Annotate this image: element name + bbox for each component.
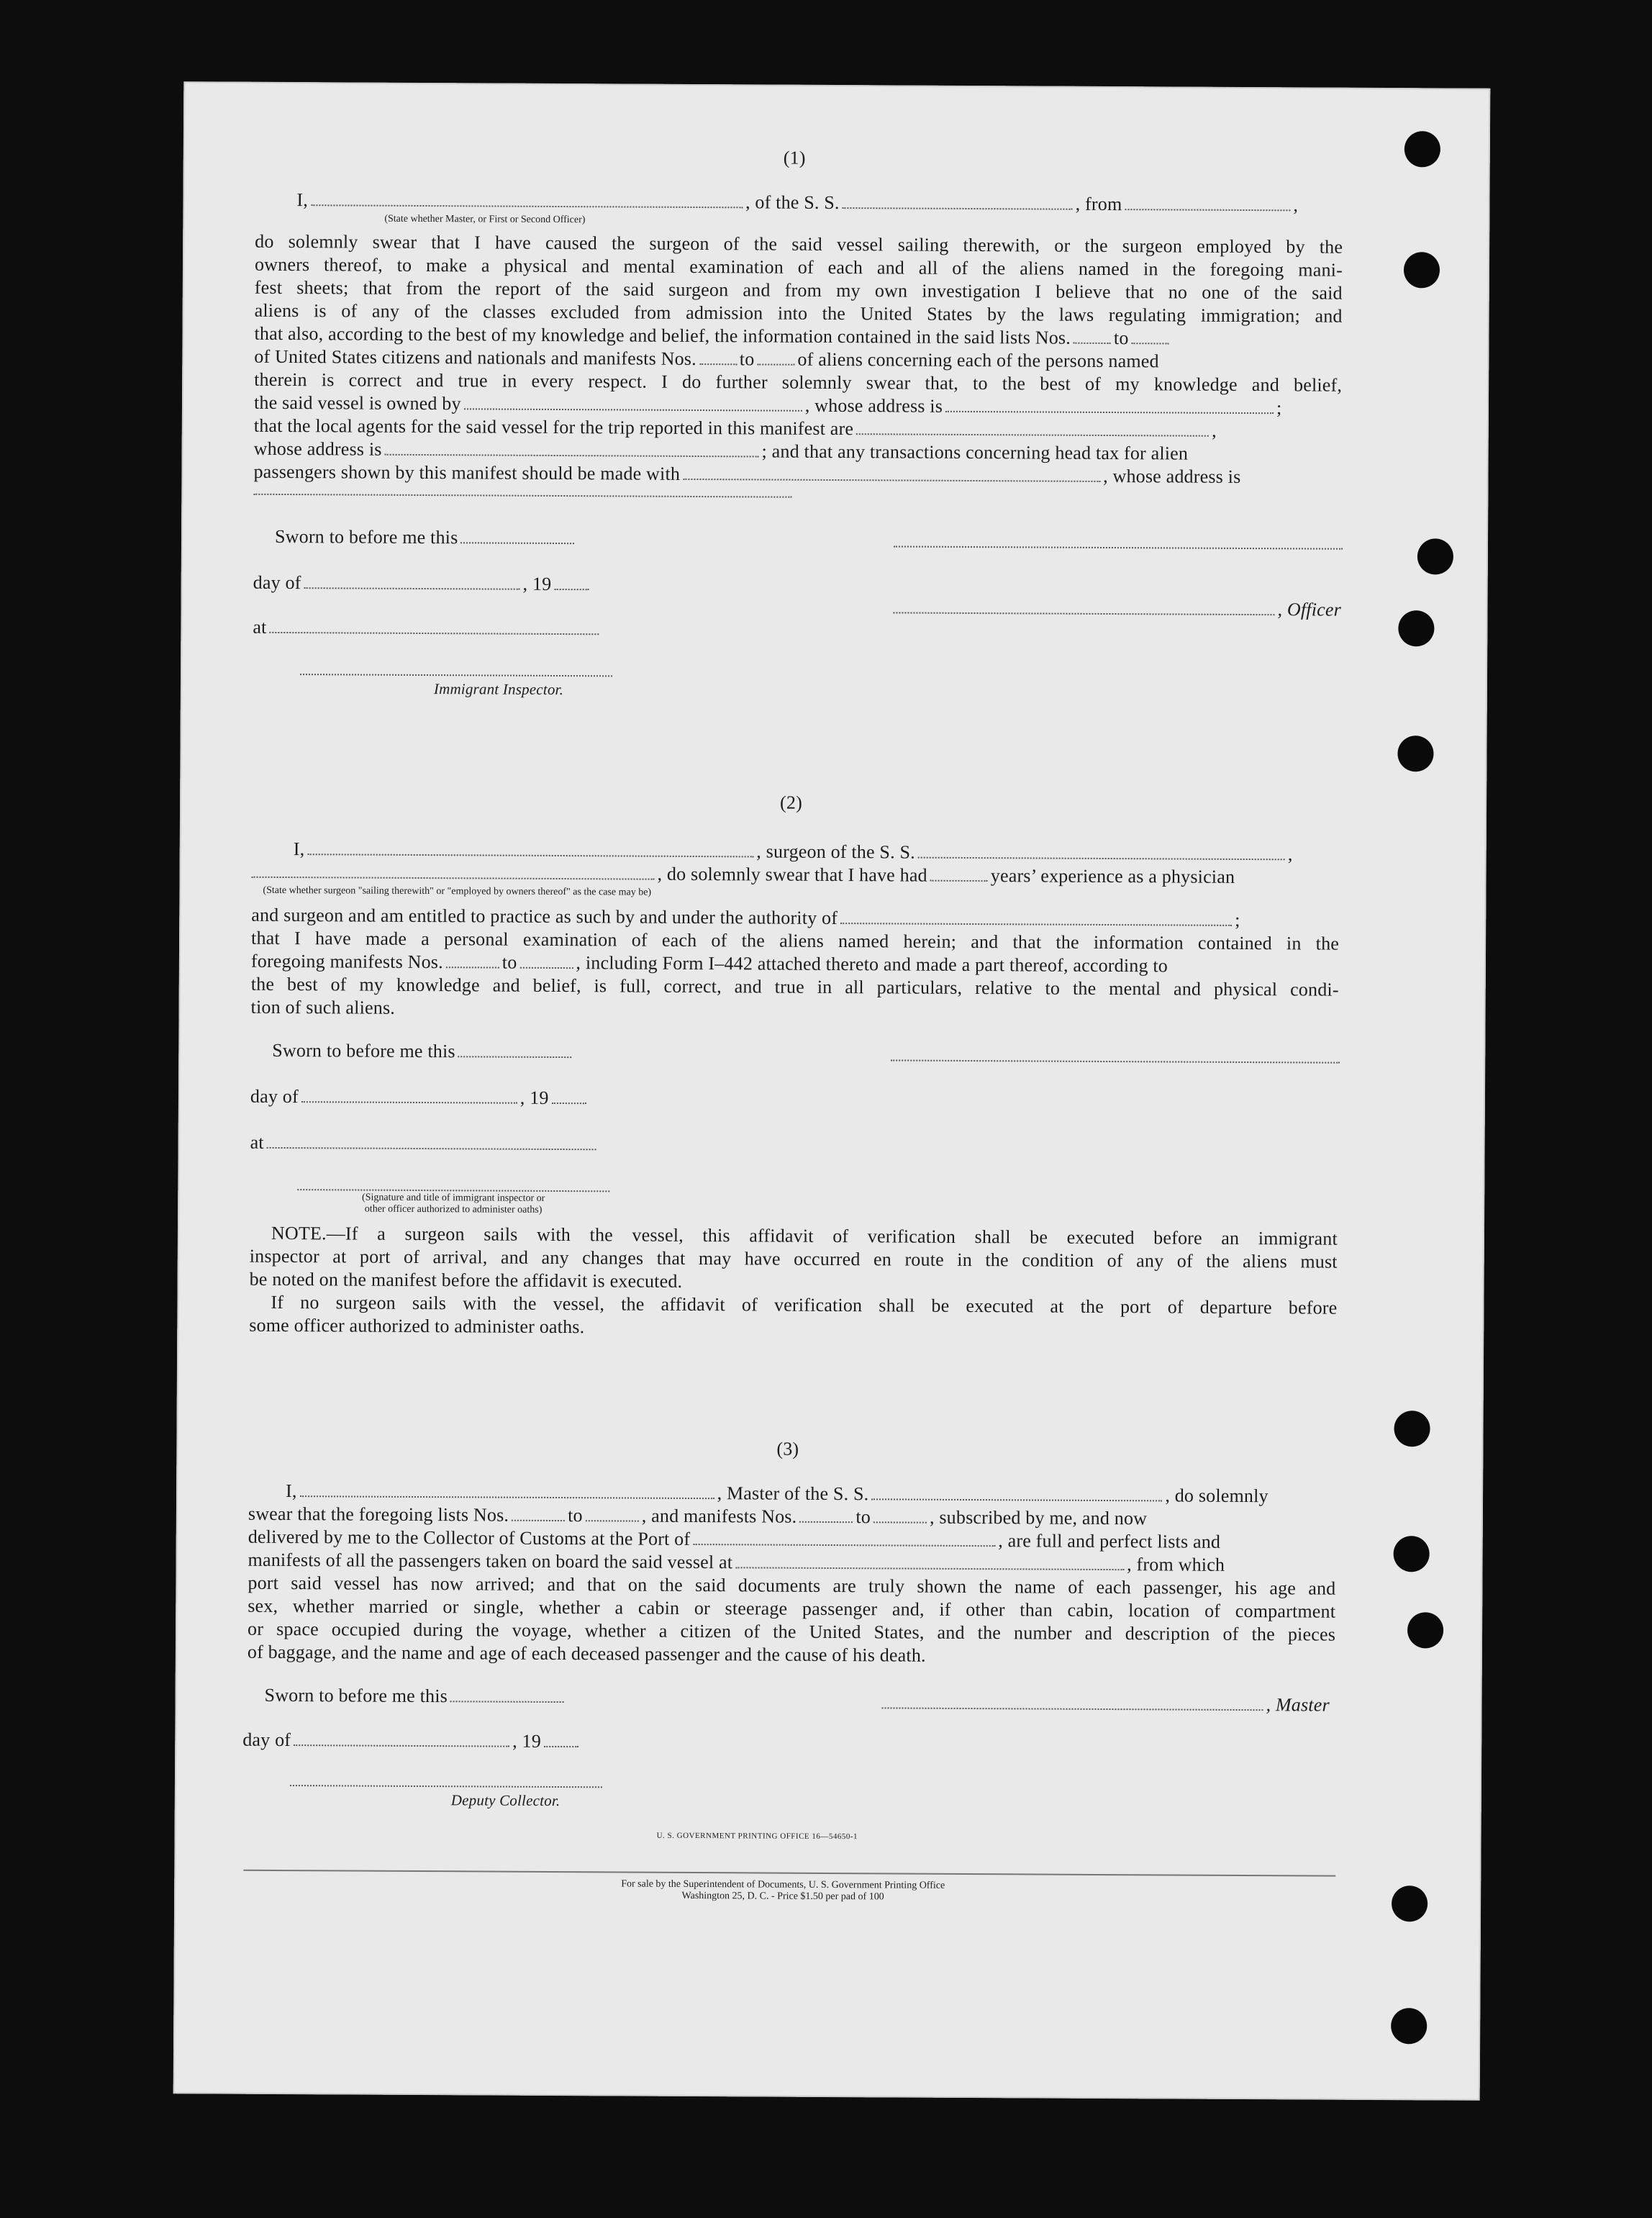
sec1-para-line: owners thereof, to make a physical and mental examination of each and all of the aliens named in the foregoing mani- (254, 253, 1343, 281)
sec1-sworn: Sworn to before me this (275, 525, 578, 550)
sec3-para-line: sex, whether married or single, whether a cabin or steerage passenger and, if other than cabin, location of compartment (248, 1595, 1336, 1622)
section-2-number: (2) (780, 792, 803, 813)
punch-hole (1417, 538, 1453, 574)
sec3-collector-label: Deputy Collector. (450, 1791, 560, 1810)
sec2-sworn: Sworn to before me this (272, 1039, 575, 1064)
sec2-para-line: the best of my knowledge and belief, is full, correct, and true in all particulars, relative to the mental and physical condi- (250, 973, 1339, 1000)
sec2-sig-hint-2: other officer authorized to administer oaths) (364, 1203, 543, 1216)
sec1-signature-line (894, 546, 1343, 549)
sec2-para-line: foregoing manifests Nos. to , including Form I–442 attached thereto and made a part thereof, according to (250, 950, 1168, 977)
sec2-signature-line (891, 1059, 1340, 1063)
sec2-para-line: that I have made a personal examination of each of the aliens named herein; and that the information contained in the (251, 927, 1340, 954)
sec2-sig-hint-1: (Signature and title of immigrant inspector or (362, 1192, 545, 1204)
punch-hole (1407, 1612, 1443, 1648)
sec2-para-line: tion of such aliens. (250, 996, 396, 1018)
punch-hole (1404, 131, 1440, 167)
sec3-para-line: port said vessel has now arrived; and that on the said documents are truly shown the name of each passenger, his age and (248, 1572, 1336, 1599)
sec1-inspector-label: Immigrant Inspector. (433, 680, 564, 699)
sec3-master-line: , Master (881, 1691, 1329, 1716)
sec2-para-line: and surgeon and am entitled to practice as such by and under the authority of ; (251, 904, 1240, 931)
sec1-para-line: fest sheets; that from the report of the said surgeon and from my own investigation I believe that no one of the said (254, 276, 1343, 304)
sec1-para-line: of United States citizens and nationals and manifests Nos. to of aliens concerning each of the persons named (254, 345, 1159, 372)
section-1-number: (1) (783, 147, 806, 168)
sec2-note-line: be noted on the manifest before the affidavit is executed. (249, 1268, 683, 1292)
sec1-inspector-line (300, 674, 612, 676)
sec3-para-line: swear that the foregoing lists Nos. to , and manifests Nos. to , subscribed by me, and now (248, 1503, 1148, 1529)
sec3-para-line: delivered by me to the Collector of Customs at the Port of , are full and perfect lists and (248, 1526, 1221, 1552)
sec1-dayof: day of , 19 (253, 571, 592, 596)
sec1-para-line: that also, according to the best of my knowledge and belief, the information contained in the said lists Nos. to (254, 322, 1171, 350)
sec3-para-line: or space occupied during the voyage, whether a citizen of the United States, and the number and description of the pieces (248, 1618, 1336, 1645)
sec1-address-line (253, 494, 791, 498)
sec2-dayof: day of , 19 (250, 1085, 589, 1110)
sec1-para-line: the said vessel is owned by , whose address is ; (253, 391, 1282, 419)
punch-hole (1392, 1886, 1428, 1921)
sec3-line1: I, , Master of the S. S. , do solemnly (286, 1480, 1268, 1507)
gpo-imprint: U. S. GOVERNMENT PRINTING OFFICE 16—54650-1 (656, 1831, 858, 1842)
sec3-collector-line (290, 1785, 602, 1788)
footer-rule (243, 1870, 1335, 1877)
sec2-note-line: some officer authorized to administer oaths. (249, 1314, 585, 1338)
sec3-para-line: of baggage, and the name and age of each deceased passenger and the cause of his death. (247, 1641, 926, 1666)
sec2-line1: I, , surgeon of the S. S. , (293, 838, 1293, 865)
sec2-at: at (250, 1131, 599, 1156)
sec3-sworn: Sworn to before me this (265, 1684, 568, 1708)
sec3-dayof: day of , 19 (242, 1729, 581, 1753)
punch-hole (1397, 735, 1433, 771)
punch-hole (1404, 252, 1440, 288)
sale-notice-2: Washington 25, D. C. - Price $1.50 per pad of 100 (681, 1890, 884, 1903)
sec1-at: at (253, 616, 602, 641)
sec2-surgeon-hint: (State whether surgeon "sailing therewith" or "employed by owners thereof" as the case may be) (263, 884, 652, 898)
sec1-para-line: do solemnly swear that I have caused the surgeon of the said vessel sailing therewith, or the surgeon employed by the (255, 230, 1343, 258)
sec2-note-line: If no surgeon sails with the vessel, the affidavit of verification shall be executed at the port of departure before (271, 1291, 1338, 1318)
sec1-officer-line: , Officer (893, 596, 1341, 621)
sec3-para-line: manifests of all the passengers taken on board the said vessel at , from which (248, 1549, 1225, 1575)
sec1-para-line: therein is correct and true in every respect. I do further solemnly swear that, to the best of my knowledge and belief, (254, 368, 1343, 396)
punch-hole (1398, 610, 1434, 646)
punch-hole (1394, 1536, 1430, 1572)
sec1-para-line: whose address is ; and that any transactions concerning head tax for alien (253, 438, 1189, 464)
sec1-para-line: passengers shown by this manifest should be made with , whose address is (253, 461, 1241, 487)
sec1-para-line: aliens is of any of the classes excluded from admission into the United States by the laws regulating immigration; and (254, 299, 1343, 327)
sale-notice-1: For sale by the Superintendent of Documents, U. S. Government Printing Office (621, 1878, 945, 1891)
sec1-line1: I, , of the S. S. , from , (296, 189, 1299, 216)
sec1-para-line: that the local agents for the said vessel for the trip reported in this manifest are , (253, 415, 1217, 441)
sec2-note-line: inspector at port of arrival, and any changes that may have occurred en route in the condition of any of the aliens must (249, 1245, 1338, 1272)
sec2-line2: , do solemnly swear that I have had years’ experience as a physician (251, 861, 1235, 889)
form-page (173, 81, 1491, 2100)
punch-hole (1391, 2008, 1427, 2044)
sec1-officer-hint: (State whether Master, or First or Second Officer) (384, 213, 586, 226)
punch-hole (1394, 1411, 1430, 1447)
section-3-number: (3) (776, 1438, 799, 1459)
sec2-note-line: NOTE.—If a surgeon sails with the vessel, this affidavit of verification shall be executed before an immigrant (271, 1222, 1338, 1249)
